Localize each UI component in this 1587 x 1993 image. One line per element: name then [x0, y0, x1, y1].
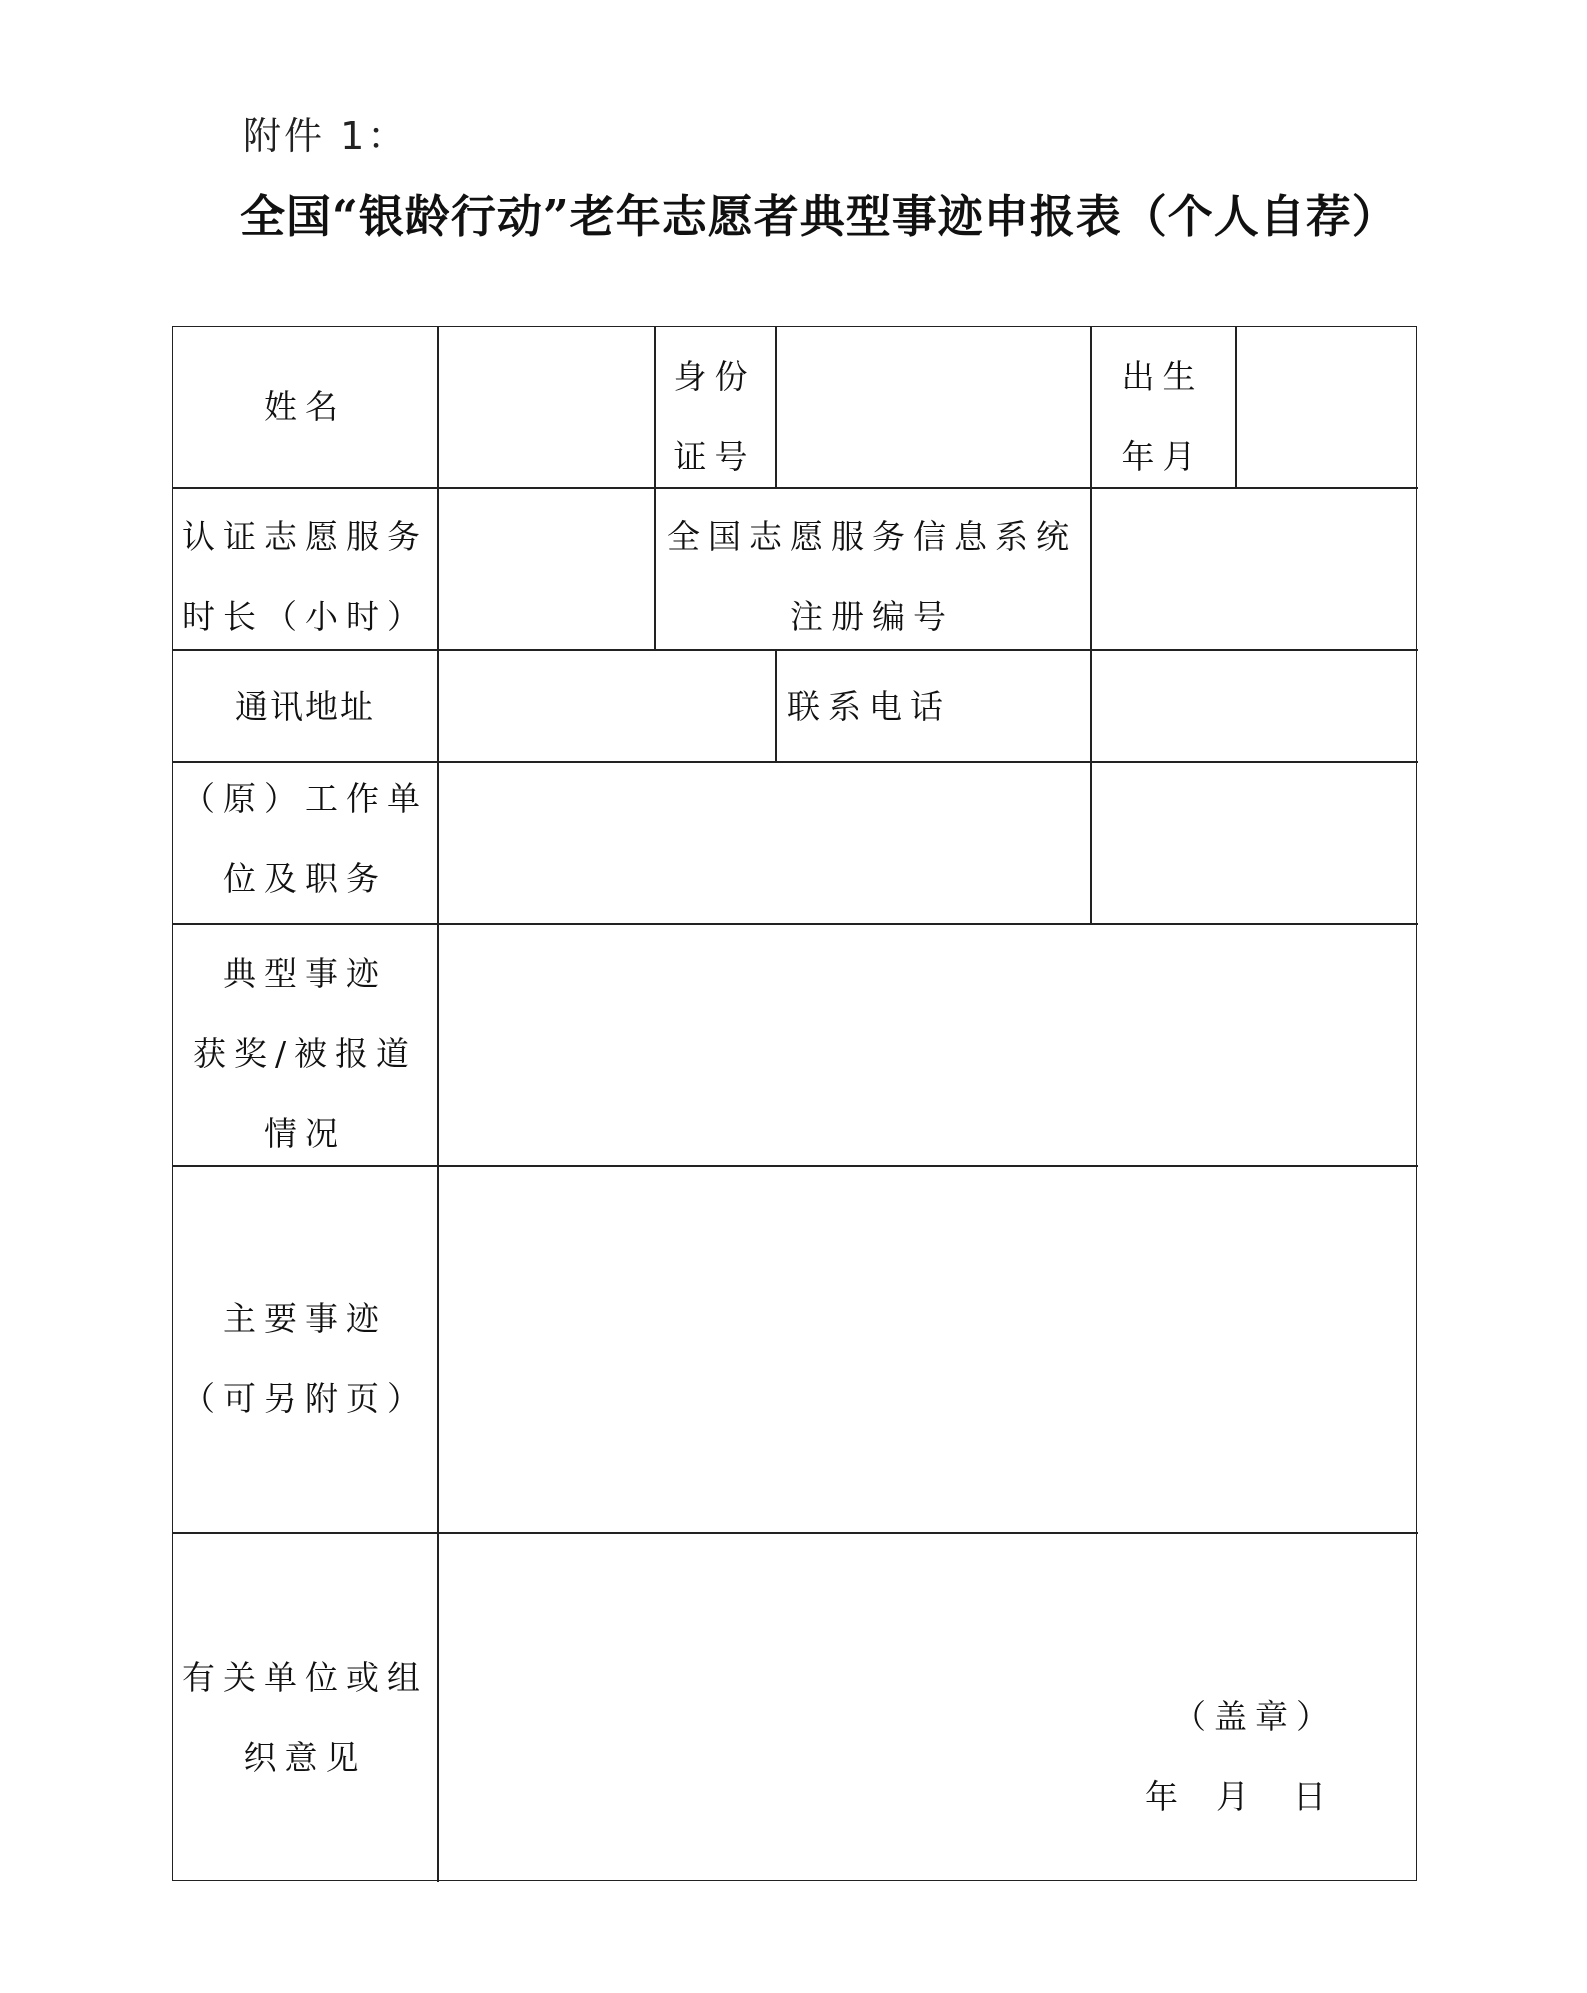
service-hours-label-line1: 认证志愿服务: [182, 517, 428, 556]
birth-label-line2: 年月: [1121, 437, 1204, 476]
main-deeds-label-line2: （可另附页）: [182, 1379, 428, 1418]
date-day-label: 日: [1293, 1777, 1334, 1816]
date-year-label: 年: [1145, 1777, 1186, 1816]
birth-label-line1: 出生: [1121, 357, 1204, 396]
opinion-label-line2: 织意见: [243, 1738, 367, 1777]
date-month-label: 月: [1216, 1777, 1257, 1816]
work-unit-label-line2: 位及职务: [223, 859, 387, 898]
column-divider: [437, 327, 439, 1882]
awards-label-line1: 典型事迹: [223, 954, 387, 993]
attachment-label: 附件 1：: [243, 114, 409, 158]
name-label: 姓名: [264, 387, 346, 426]
row-divider: [173, 923, 1418, 925]
page-title: 全国“银龄行动”老年志愿者典型事迹申报表（个人自荐）: [240, 190, 1398, 243]
work-unit-label-line1: （原）工作单: [182, 779, 428, 818]
awards-label-line3: 情况: [264, 1114, 346, 1153]
opinion-label-line1: 有关单位或组: [182, 1658, 428, 1697]
id-number-label-line1: 身份: [673, 357, 756, 396]
row-divider: [173, 1532, 1418, 1534]
registration-label-line1: 全国志愿服务信息系统: [667, 517, 1077, 556]
registration-label-line2: 注册编号: [790, 597, 954, 636]
id-number-label-line2: 证号: [673, 437, 756, 476]
address-label: 通讯地址: [235, 687, 375, 726]
seal-label: （盖章）: [1173, 1697, 1337, 1736]
service-hours-label-line2: 时长（小时）: [182, 597, 428, 636]
column-divider: [775, 649, 777, 761]
application-form: [172, 326, 1417, 1881]
column-divider: [775, 327, 777, 487]
column-divider: [1235, 327, 1237, 487]
phone-label: 联系电话: [787, 687, 951, 726]
awards-label-line2: 获奖/被报道: [192, 1034, 418, 1073]
main-deeds-label-line1: 主要事迹: [223, 1299, 387, 1338]
